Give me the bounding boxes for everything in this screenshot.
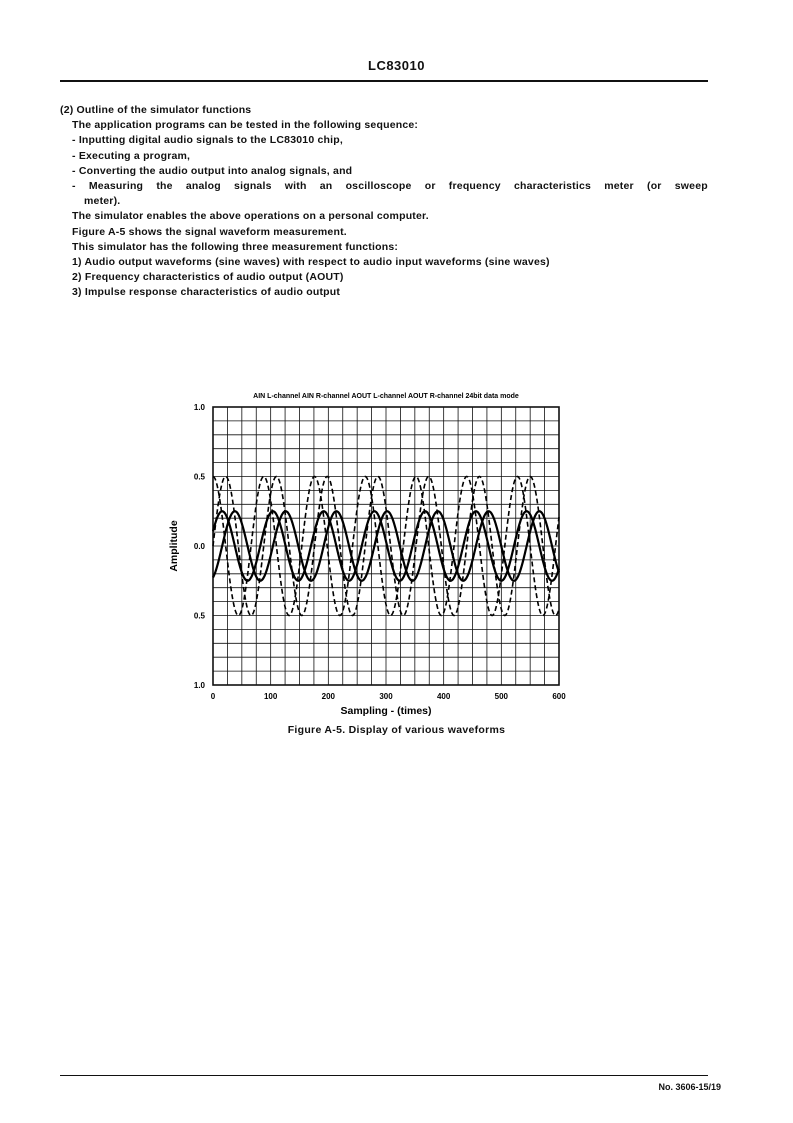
y-tick-label: 1.0 (193, 681, 205, 690)
waveform-chart (160, 385, 580, 720)
function-2: 2) Frequency characteristics of audio output (AOUT) (72, 271, 344, 284)
function-3: 3) Impulse response characteristics of audio output (72, 286, 341, 299)
functions-intro: This simulator has the following three measurement functions: (72, 240, 399, 253)
measuring-word: oscilloscope (345, 180, 412, 193)
measuring-word: signals (234, 180, 272, 193)
footer-rule (60, 1075, 708, 1076)
simulator-enables: The simulator enables the above operations on a personal computer. (72, 210, 429, 223)
section-heading: (2) Outline of the simulator functions (60, 104, 252, 116)
x-tick-label: 200 (321, 692, 336, 701)
measuring-word: (or (647, 180, 662, 193)
x-axis-label: Sampling - (times) (340, 705, 432, 717)
measuring-word: meter (604, 180, 634, 193)
chart-title: AIN L-channel AIN R-channel AOUT L-channel AOUT R-channel 24bit data mode (253, 393, 519, 400)
function-1: 1) Audio output waveforms (sine waves) with respect to audio input waveforms (sine waves) (72, 256, 550, 269)
y-tick-label: 0.0 (193, 542, 205, 551)
measuring-word: frequency (448, 180, 501, 193)
step-4-continued: meter). (84, 195, 121, 208)
measuring-word: or (424, 180, 436, 193)
intro-sentence: The application programs can be tested in the following sequence: (72, 119, 419, 132)
x-tick-label: 300 (379, 692, 393, 701)
y-tick-label: 1.0 (193, 403, 205, 412)
x-tick-label: 100 (263, 692, 278, 701)
measuring-word: analog (185, 180, 221, 193)
y-axis-label: Amplitude (168, 520, 180, 572)
measuring-word: with (284, 180, 307, 193)
measuring-word: the (156, 180, 173, 193)
step-4 (60, 179, 708, 194)
x-tick-label: 400 (436, 692, 451, 701)
header-rule (60, 80, 708, 82)
figure-caption: Figure A-5. Display of various waveforms (287, 724, 506, 736)
y-tick-label: 0.5 (193, 611, 205, 621)
measuring-word: sweep (674, 180, 708, 193)
page-header-title: LC83010 (368, 58, 425, 73)
step-3: - Converting the audio output into analog signals, and (72, 164, 353, 177)
body-text (60, 103, 708, 301)
measuring-word: an (319, 180, 333, 193)
page-number: No. 3606-15/19 (658, 1082, 721, 1092)
figure-reference: Figure A-5 shows the signal waveform measurement. (72, 225, 347, 238)
y-tick-label: 0.5 (193, 472, 205, 482)
waveform-chart-svg (160, 385, 580, 720)
measuring-word: - (72, 180, 76, 193)
x-tick-label: 0 (210, 692, 216, 701)
step-2: - Executing a program, (72, 149, 191, 162)
step-1: - Inputting digital audio signals to the LC83010 chip, (72, 134, 343, 147)
measuring-word: Measuring (88, 180, 144, 193)
x-tick-label: 600 (552, 692, 566, 701)
x-tick-label: 500 (494, 692, 509, 701)
measuring-word: characteristics (513, 180, 592, 193)
